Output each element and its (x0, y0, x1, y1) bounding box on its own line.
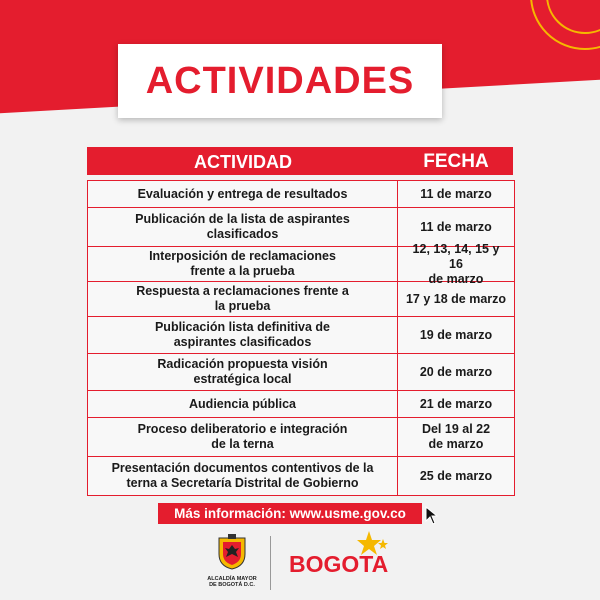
date-text: 17 y 18 de marzo (405, 291, 507, 306)
date-cell (398, 391, 514, 417)
activity-text: Publicación lista definitiva de aspirantes clasificados (154, 320, 331, 349)
activity-text: Interposición de reclamaciones frente a la prueba (149, 249, 336, 278)
table-row (88, 391, 514, 418)
date-text: 19 de marzo (419, 327, 493, 342)
header-activity: ACTIVIDAD (194, 151, 292, 172)
alcaldia-logo (206, 534, 258, 588)
activity-cell (88, 247, 398, 281)
table-header (87, 147, 513, 175)
date-cell (398, 418, 514, 456)
activity-text: Proceso deliberatorio e integración de la terna (137, 422, 348, 451)
activity-text: Presentación documentos contentivos de la terna a Secretaría Distrital de Gobierno (111, 461, 374, 490)
date-cell (398, 181, 514, 207)
activity-text: Audiencia pública (189, 396, 296, 411)
table-row (88, 241, 514, 286)
header-date: FECHA (423, 151, 489, 172)
activity-cell (88, 282, 398, 316)
activity-cell (88, 391, 398, 417)
more-info-link[interactable]: Más información: www.usme.gov.co (158, 503, 422, 524)
cursor-icon (424, 506, 442, 526)
date-cell (398, 282, 514, 316)
star-icon (349, 529, 389, 559)
activity-cell (88, 354, 398, 390)
table-row (88, 418, 514, 457)
table-row (88, 354, 514, 391)
activity-cell (88, 181, 398, 207)
arc-decoration-icon (500, 0, 600, 80)
activities-table (87, 180, 515, 496)
date-text: 12, 13, 14, 15 y 16 de marzo (412, 241, 500, 286)
activity-cell (88, 317, 398, 353)
title-card (118, 44, 442, 118)
activity-text: Publicación de la lista de aspirantes clasificados (135, 212, 350, 241)
date-cell (398, 208, 514, 246)
activity-text: Radicación propuesta visión estratégica local (157, 357, 328, 386)
table-row (88, 181, 514, 208)
date-cell (398, 317, 514, 353)
activity-text: Evaluación y entrega de resultados (137, 186, 348, 201)
date-text: 20 de marzo (419, 364, 493, 379)
bogota-logo (289, 529, 399, 589)
table-row (88, 282, 514, 317)
footer-divider (270, 536, 271, 590)
date-text: 11 de marzo (420, 219, 492, 234)
date-cell (398, 354, 514, 390)
activity-text: Respuesta a reclamaciones frente a la prueba (136, 284, 349, 313)
date-text: 21 de marzo (419, 396, 493, 411)
table-row (88, 457, 514, 495)
activity-cell (88, 208, 398, 246)
activity-cell (88, 457, 398, 495)
table-row (88, 317, 514, 354)
date-cell (398, 457, 514, 495)
page-title: ACTIVIDADES (145, 59, 415, 102)
coat-of-arms-icon (215, 534, 249, 570)
date-text: 25 de marzo (419, 468, 493, 483)
bogota-wordmark: BOGOTA (289, 551, 389, 577)
date-cell (398, 241, 514, 286)
alcaldia-label: ALCALDÍA MAYOR DE BOGOTÁ D.C. (207, 576, 257, 588)
date-text: 11 de marzo (420, 186, 492, 201)
activity-cell (88, 418, 398, 456)
date-text: Del 19 al 22 de marzo (421, 422, 491, 451)
